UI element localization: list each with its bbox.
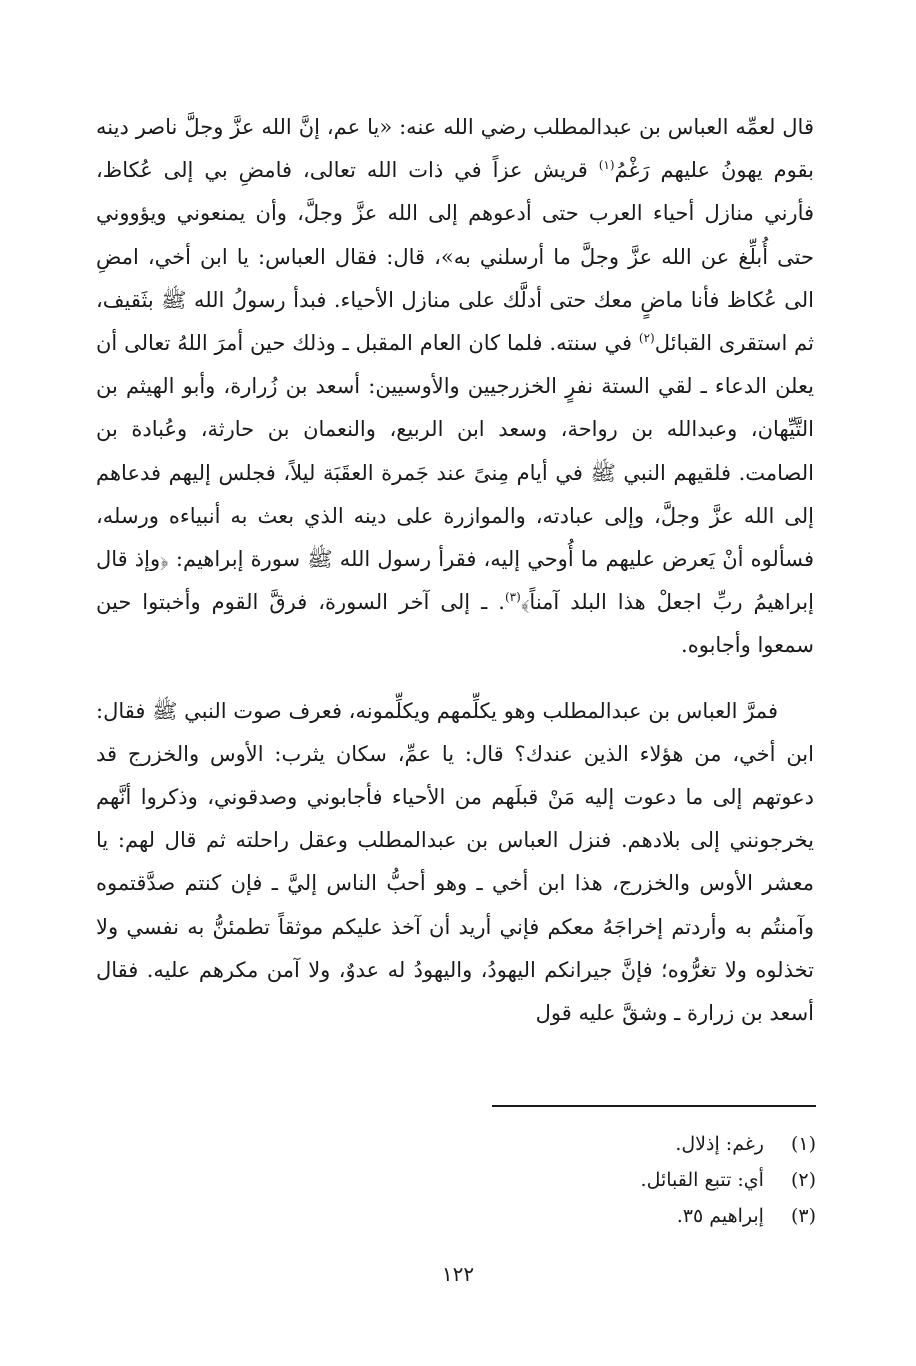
footnote-separator	[492, 1105, 816, 1107]
footnote-item	[216, 1162, 816, 1198]
footnotes	[216, 1126, 816, 1234]
footnote-ref-2: (٢)	[638, 331, 655, 346]
footnote-number: (١)	[790, 1133, 816, 1155]
paragraph-1	[96, 106, 814, 668]
footnote-text: أي: تتبع القبائل.	[640, 1169, 764, 1191]
footnote-item	[216, 1198, 816, 1234]
footnote-text: رغم: إذلال.	[675, 1133, 764, 1155]
footnote-item	[216, 1126, 816, 1162]
paragraph-1-seg-3: في سنته. فلما كان العام المقبل ـ وذلك حين أمرَ اللهُ تعالى أن يعلن الدعاء ـ لقي الستة نفرٍ الخزرجيين والأوسيين: أسعد بن زُرارة، وأبو الهيثم بن التَّيِّهان، وعبدالله بن رواحة، وسعد ابن الربيع، والنعمان بن حارثة، وعُبادة بن الصامت. فلقيهم النبي ﷺ في أيام مِنىً عند جَمرة العقَبَة ليلاً، فجلس إليهم فدعاهم إلى الله عزَّ وجلَّ، وإلى عبادته، والموازرة على دينه الذي بعث به أنبياءه ورسله، فسألوه أنْ يَعرض عليهم ما أُوحي إليه، فقرأ رسول الله ﷺ سورة إبراهيم: ﴿وإذ قال إبراهيمُ ربِّ اجعلْ هذا البلد آمناً﴾	[96, 331, 814, 615]
footnote-number: (٣)	[790, 1205, 816, 1227]
main-text	[96, 106, 814, 1035]
footnote-ref-3: (٣)	[504, 590, 521, 605]
footnote-text: إبراهيم ٣٥.	[676, 1205, 764, 1227]
paragraph-1-seg-4: . ـ إلى آخر السورة، فرقَّ القوم وأخبتوا حين سمعوا وأجابوه.	[96, 590, 814, 658]
page-number: ١٢٢	[441, 1262, 475, 1286]
paragraph-1-seg-2: قريش عزاً في ذات الله تعالى، فامضِ بي إلى عُكاظ، فأرني منازل أحياء العرب حتى أدعوهم إلى الله عزَّ وجلَّ، وأن يمنعوني ويؤووني حتى أُبلِّغ عن الله عزَّ وجلَّ ما أرسلني به»، قال: فقال العباس: يا ابن أخي، امضِ الى عُكاظ فأنا ماضٍ معك حتى أدلَّك على منازل الأحياء. فبدأ رسولُ الله ﷺ بثَقيف، ثم استقرى القبائل	[96, 158, 814, 356]
paragraph-2: فمرَّ العباس بن عبدالمطلب وهو يكلِّمهم ويكلِّمونه، فعرف صوت النبي ﷺ فقال: ابن أخي، من هؤلاء الذين عندك؟ قال: يا عمِّ، سكان يثرب: الأوس والخزرج قد دعوتهم إلى ما دعوت إليه مَنْ قبلَهم من الأحياء فأجابوني وصدقوني، وذكروا أنَّهم يخرجونني إلى بلادهم. فنزل العباس بن عبدالمطلب وعقل راحلته ثم قال لهم: يا معشر الأوس والخزرج، هذا ابن أخي ـ وهو أحبُّ الناس إليَّ ـ فإن كنتم صدَّقتموه وآمنتُم به وأردتم إخراجَهُ معكم فإني أريد أن آخذ عليكم موثقاً تطمئنُّ به نفسي ولا تخذلوه ولا تغرُّوه؛ فإنَّ جيرانكم اليهودُ، واليهودُ له عدوٌ، ولا آمن مكرهم عليه. فقال أسعد بن زرارة ـ وشقَّ عليه قول	[96, 698, 814, 1026]
paragraph-1-seg-1: قال لعمِّه العباس بن عبدالمطلب رضي الله عنه: «يا عم، إنَّ الله عزَّ وجلَّ ناصر دينه بقوم يهونُ عليهم رَغْمُ	[96, 115, 815, 183]
footnote-number: (٢)	[790, 1169, 816, 1191]
footnote-ref-1: (١)	[598, 158, 615, 173]
